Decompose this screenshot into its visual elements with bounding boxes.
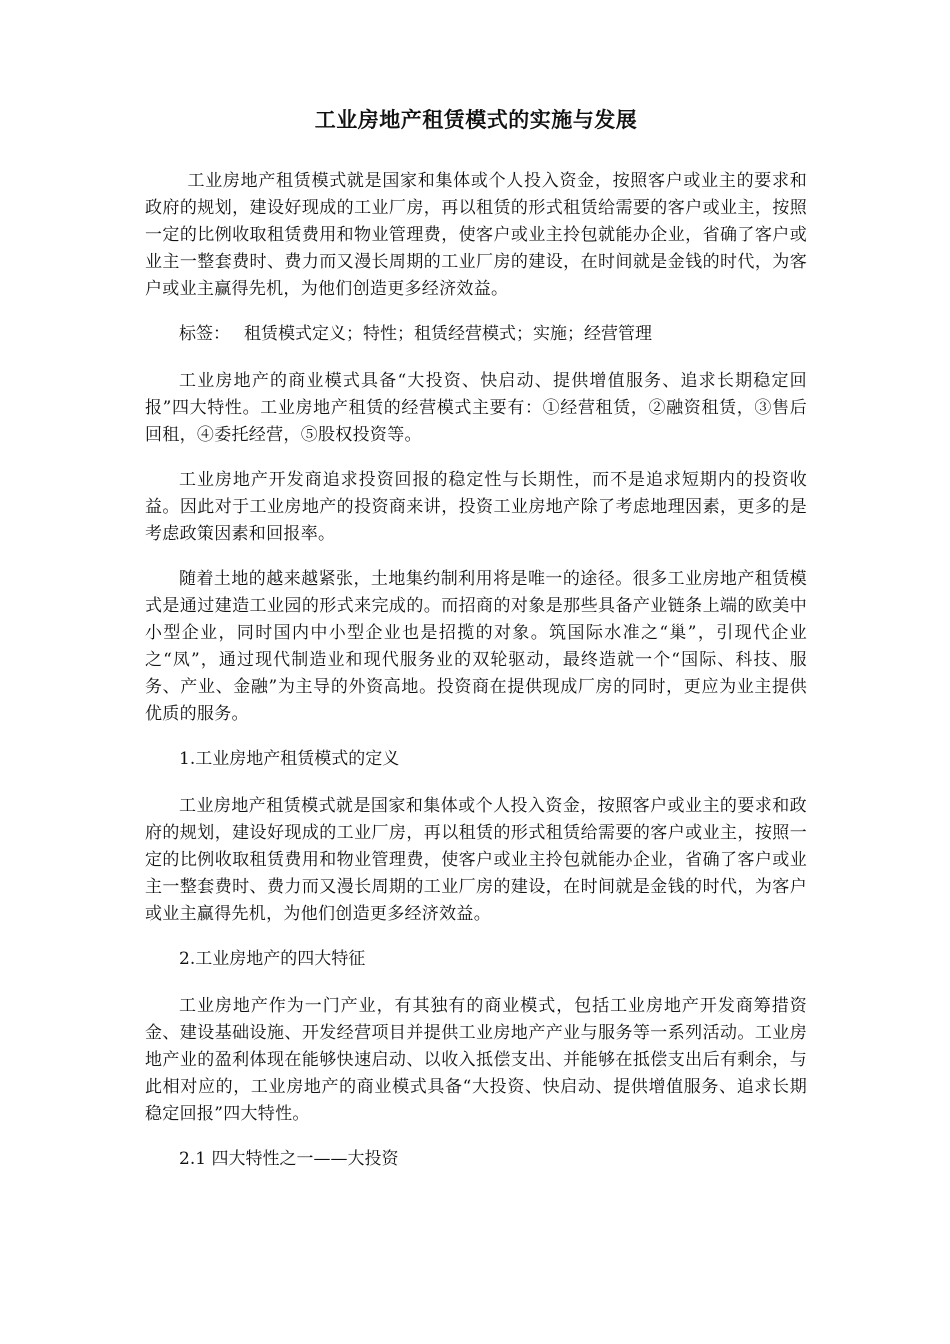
subsection-heading-investment: 2.1 四大特性之一——大投资 [179, 1149, 399, 1169]
paragraph-land-use: 随着土地的越来越紧张，土地集约制利用将是唯一的途径。很多工业房地产租赁模式是通过建造工业园的形式来完成的。而招商的对象是那些具备产业链条上端的欧美中小型企业，同时国内中小型企业也是招揽的对象。筑国际水准之“巢”，引现代企业之“凤”，通过现代制造业和现代服务业的双轮驱动，最终造就一个“国际、科技、服务、产业、金融”为主导的外资高地。投资商在提供现成厂房的同时，更应为业主提供优质的服务。 [145, 569, 807, 724]
paragraph-investment-return: 工业房地产开发商追求投资回报的稳定性与长期性，而不是追求短期内的投资收益。因此对于工业房地产的投资商来讲，投资工业房地产除了考虑地理因素，更多的是考虑政策因素和回报率。 [145, 470, 807, 544]
paragraph-features: 工业房地产作为一门产业，有其独有的商业模式，包括工业房地产开发商筹措资金、建设基础设施、开发经营项目并提供工业房地产产业与服务等一系列活动。工业房地产业的盈利体现在能够快速启动、以收入抵偿支出、并能够在抵偿支出后有剩余，与此相对应的，工业房地产的商业模式具备“大投资、快启动、提供增值服务、追求长期稳定回报”四大特性。 [145, 996, 807, 1124]
paragraph-definition: 工业房地产租赁模式就是国家和集体或个人投入资金，按照客户或业主的要求和政府的规划，建设好现成的工业厂房，再以租赁的形式租赁给需要的客户或业主，按照一定的比例收取租赁费用和物业管理费，使客户或业主拎包就能办企业，省确了客户或业主一整套费时、费力而又漫长周期的工业厂房的建设，在时间就是金钱的时代，为客户或业主赢得先机，为他们创造更多经济效益。 [145, 796, 807, 924]
abstract-paragraph: 工业房地产租赁模式就是国家和集体或个人投入资金，按照客户或业主的要求和政府的规划，建设好现成的工业厂房，再以租赁的形式租赁给需要的客户或业主，按照一定的比例收取租赁费用和物业管理费，使客户或业主拎包就能办企业，省确了客户或业主一整套费时、费力而又漫长周期的工业厂房的建设，在时间就是金钱的时代，为客户或业主赢得先机，为他们创造更多经济效益。 [145, 171, 807, 299]
document-title: 工业房地产租赁模式的实施与发展 [314, 107, 638, 132]
document-body [145, 168, 807, 1193]
section-heading-definition: 1.工业房地产租赁模式的定义 [179, 749, 400, 769]
paragraph-business-model: 工业房地产的商业模式具备“大投资、快启动、提供增值服务、追求长期稳定回报”四大特性。工业房地产租赁的经营模式主要有：①经营租赁，②融资租赁，③售后回租，④委托经营，⑤股权投资等。 [145, 371, 807, 445]
tags-label: 标签： [179, 324, 230, 344]
tags-line [145, 321, 807, 348]
section-heading-features: 2.工业房地产的四大特征 [179, 949, 366, 969]
tags-value: 租赁模式定义；特性；租赁经营模式；实施；经营管理 [244, 324, 652, 344]
